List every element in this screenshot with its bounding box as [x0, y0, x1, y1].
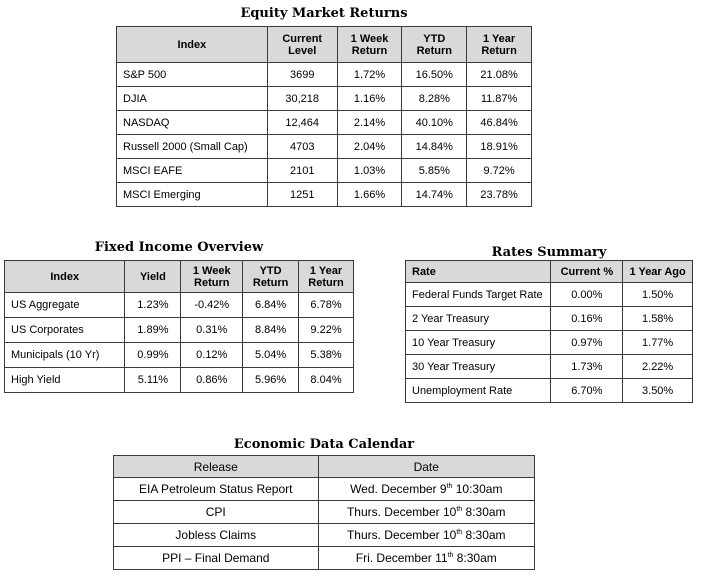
fixed-col-1-week-return: 1 Week Return: [181, 261, 243, 293]
rates-current-cell: 0.97%: [551, 331, 623, 355]
econ-date-ordinal: th: [446, 483, 453, 490]
rates-header-row: [406, 261, 693, 283]
table-row: [406, 331, 693, 355]
econ-date-time: 8:30am: [462, 528, 506, 542]
equity-col-1-week-return: 1 Week Return: [337, 27, 402, 63]
equity-index-cell: NASDAQ: [117, 111, 268, 135]
equity-year-cell: 46.84%: [467, 111, 532, 135]
econ-date-day: Thurs. December 10: [346, 505, 457, 519]
econ-date-cell: [318, 501, 534, 524]
econ-header-row: [114, 456, 535, 478]
equity-week-cell: 1.16%: [337, 87, 402, 111]
table-row: [5, 368, 354, 393]
table-row: [117, 159, 532, 183]
fixed-col-1-year-return: 1 Year Return: [299, 261, 354, 293]
table-row: [114, 547, 535, 570]
fixed-week-cell: -0.42%: [181, 293, 243, 318]
equity-level-cell: 1251: [267, 183, 337, 207]
fixed-week-cell: 0.86%: [181, 368, 243, 393]
equity-index-cell: MSCI Emerging: [117, 183, 268, 207]
equity-week-cell: 1.72%: [337, 63, 402, 87]
econ-date-time: 8:30am: [453, 551, 497, 565]
econ-date-time: 8:30am: [462, 505, 506, 519]
equity-level-cell: 4703: [267, 135, 337, 159]
econ-col-date: Date: [318, 456, 534, 478]
equity-index-cell: Russell 2000 (Small Cap): [117, 135, 268, 159]
econ-date-cell: [318, 478, 534, 501]
rates-year-ago-cell: 1.77%: [623, 331, 693, 355]
equity-year-cell: 11.87%: [467, 87, 532, 111]
table-row: [117, 183, 532, 207]
fixed-yield-cell: 5.11%: [125, 368, 181, 393]
equity-ytd-cell: 5.85%: [402, 159, 467, 183]
equity-index-cell: DJIA: [117, 87, 268, 111]
rates-col-current: Current %: [551, 261, 623, 283]
equity-col-index: Index: [117, 27, 268, 63]
econ-date-ordinal: th: [456, 529, 463, 536]
equity-ytd-cell: 40.10%: [402, 111, 467, 135]
rates-name-cell: 10 Year Treasury: [406, 331, 551, 355]
fixed-year-cell: 6.78%: [299, 293, 354, 318]
fixed-week-cell: 0.12%: [181, 343, 243, 368]
equity-col-ytd-return: YTD Return: [402, 27, 467, 63]
fixed-header-row: [5, 261, 354, 293]
fixed-yield-cell: 1.89%: [125, 318, 181, 343]
rates-year-ago-cell: 1.58%: [623, 307, 693, 331]
rates-title: Rates Summary: [491, 245, 607, 260]
equity-level-cell: 30,218: [267, 87, 337, 111]
rates-year-ago-cell: 2.22%: [623, 355, 693, 379]
equity-col-1-year-return: 1 Year Return: [467, 27, 532, 63]
equity-year-cell: 23.78%: [467, 183, 532, 207]
fixed-year-cell: 9.22%: [299, 318, 354, 343]
fixed-col-index: Index: [5, 261, 125, 293]
equity-week-cell: 2.04%: [337, 135, 402, 159]
table-row: [114, 478, 535, 501]
fixed-yield-cell: 1.23%: [125, 293, 181, 318]
equity-level-cell: 12,464: [267, 111, 337, 135]
equity-week-cell: 2.14%: [337, 111, 402, 135]
table-row: [5, 343, 354, 368]
equity-header-row: [117, 27, 532, 63]
rates-year-ago-cell: 1.50%: [623, 283, 693, 307]
rates-name-cell: Federal Funds Target Rate: [406, 283, 551, 307]
rates-name-cell: 2 Year Treasury: [406, 307, 551, 331]
equity-ytd-cell: 16.50%: [402, 63, 467, 87]
fixed-index-cell: US Corporates: [5, 318, 125, 343]
fixed-col-ytd-return: YTD Return: [243, 261, 299, 293]
table-row: [117, 87, 532, 111]
table-row: [406, 379, 693, 403]
fixed-yield-cell: 0.99%: [125, 343, 181, 368]
econ-title: Economic Data Calendar: [233, 437, 415, 452]
equity-col-current-level: Current Level: [267, 27, 337, 63]
fixed-ytd-cell: 5.04%: [243, 343, 299, 368]
rates-current-cell: 0.00%: [551, 283, 623, 307]
equity-year-cell: 21.08%: [467, 63, 532, 87]
econ-date-day: Fri. December 11: [355, 551, 448, 565]
rates-name-cell: Unemployment Rate: [406, 379, 551, 403]
econ-col-release: Release: [114, 456, 319, 478]
rates-current-cell: 0.16%: [551, 307, 623, 331]
equity-index-cell: MSCI EAFE: [117, 159, 268, 183]
equity-level-cell: 2101: [267, 159, 337, 183]
table-row: [114, 524, 535, 547]
fixed-ytd-cell: 8.84%: [243, 318, 299, 343]
table-row: [117, 63, 532, 87]
equity-index-cell: S&P 500: [117, 63, 268, 87]
table-row: [406, 283, 693, 307]
econ-date-ordinal: th: [456, 506, 463, 513]
equity-table: [116, 26, 532, 207]
equity-level-cell: 3699: [267, 63, 337, 87]
table-row: [114, 501, 535, 524]
econ-date-cell: [318, 524, 534, 547]
table-row: [117, 111, 532, 135]
econ-date-day: Thurs. December 10: [346, 528, 457, 542]
equity-ytd-cell: 14.84%: [402, 135, 467, 159]
rates-col-year-ago: 1 Year Ago: [623, 261, 693, 283]
equity-year-cell: 9.72%: [467, 159, 532, 183]
rates-current-cell: 6.70%: [551, 379, 623, 403]
econ-release-cell: PPI – Final Demand: [114, 547, 319, 570]
fixed-index-cell: US Aggregate: [5, 293, 125, 318]
fixed-index-cell: Municipals (10 Yr): [5, 343, 125, 368]
table-row: [406, 355, 693, 379]
table-row: [5, 293, 354, 318]
equity-ytd-cell: 8.28%: [402, 87, 467, 111]
table-row: [406, 307, 693, 331]
econ-date-day: Wed. December 9: [350, 482, 447, 496]
rates-year-ago-cell: 3.50%: [623, 379, 693, 403]
equity-ytd-cell: 14.74%: [402, 183, 467, 207]
equity-title: Equity Market Returns: [240, 6, 408, 21]
rates-col-rate: Rate: [406, 261, 551, 283]
fixed-ytd-cell: 6.84%: [243, 293, 299, 318]
equity-week-cell: 1.03%: [337, 159, 402, 183]
econ-date-cell: [318, 547, 534, 570]
equity-year-cell: 18.91%: [467, 135, 532, 159]
fixed-week-cell: 0.31%: [181, 318, 243, 343]
econ-table: [113, 455, 535, 570]
fixed-year-cell: 5.38%: [299, 343, 354, 368]
econ-release-cell: Jobless Claims: [114, 524, 319, 547]
table-row: [5, 318, 354, 343]
fixed-income-title: Fixed Income Overview: [94, 240, 264, 255]
econ-release-cell: EIA Petroleum Status Report: [114, 478, 319, 501]
equity-week-cell: 1.66%: [337, 183, 402, 207]
fixed-ytd-cell: 5.96%: [243, 368, 299, 393]
rates-name-cell: 30 Year Treasury: [406, 355, 551, 379]
econ-date-time: 10:30am: [452, 482, 503, 496]
rates-current-cell: 1.73%: [551, 355, 623, 379]
table-row: [117, 135, 532, 159]
econ-date-ordinal: th: [447, 552, 454, 559]
econ-release-cell: CPI: [114, 501, 319, 524]
rates-table: [405, 260, 693, 403]
fixed-year-cell: 8.04%: [299, 368, 354, 393]
fixed-index-cell: High Yield: [5, 368, 125, 393]
fixed-col-yield: Yield: [125, 261, 181, 293]
fixed-income-table: [4, 260, 354, 393]
